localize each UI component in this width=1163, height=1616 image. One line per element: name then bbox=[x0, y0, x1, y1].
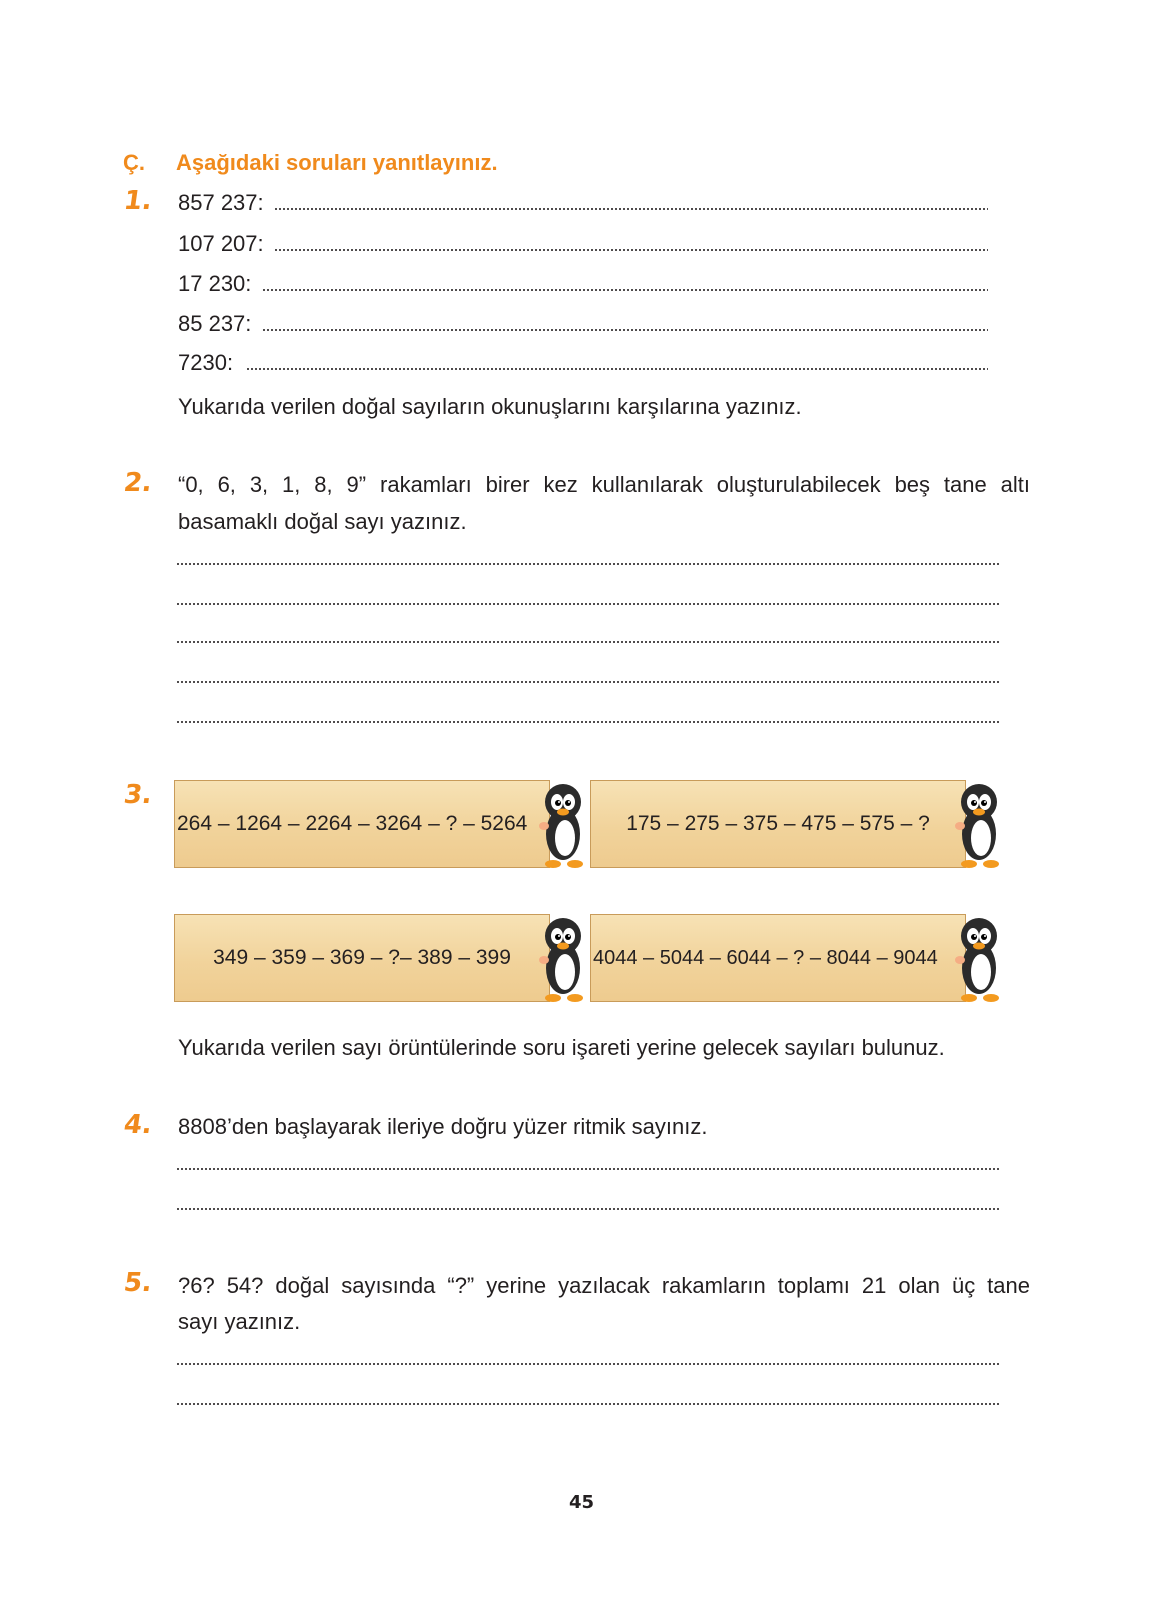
penguin-icon bbox=[537, 912, 589, 1004]
q2-answer-line-2[interactable] bbox=[176, 603, 1001, 605]
q1-answer-line-5[interactable] bbox=[246, 368, 988, 370]
q4-answer-line-1[interactable] bbox=[176, 1168, 1001, 1170]
pattern-banner-3 bbox=[174, 914, 550, 1002]
q4-answer-line-2[interactable] bbox=[176, 1208, 1001, 1210]
pattern-text-4: 4044 – 5044 – 6044 – ? – 8044 – 9044 bbox=[593, 946, 938, 969]
pattern-text-3: 349 – 359 – 369 – ?– 389 – 399 bbox=[213, 946, 511, 969]
q2-answer-line-4[interactable] bbox=[176, 681, 1001, 683]
q1-item-4: 85 237: bbox=[178, 311, 252, 336]
penguin-icon bbox=[953, 778, 1005, 870]
section-title: Aşağıdaki soruları yanıtlayınız. bbox=[176, 150, 498, 175]
q1-item-1: 857 237: bbox=[178, 190, 264, 215]
q1-answer-line-4[interactable] bbox=[262, 329, 988, 331]
q5-answer-line-1[interactable] bbox=[176, 1363, 1001, 1365]
pattern-text-1: 264 – 1264 – 2264 – 3264 – ? – 5264 bbox=[177, 812, 528, 835]
question-4-number: 4. bbox=[121, 1110, 155, 1140]
pattern-banner-1 bbox=[174, 780, 550, 868]
pattern-banner-2 bbox=[590, 780, 966, 868]
q1-item-5: 7230: bbox=[178, 350, 234, 375]
question-2-number: 2. bbox=[121, 468, 155, 498]
q5-answer-line-2[interactable] bbox=[176, 1403, 1001, 1405]
penguin-icon bbox=[953, 912, 1005, 1004]
q2-answer-line-1[interactable] bbox=[176, 563, 1001, 565]
pattern-text-2: 175 – 275 – 375 – 475 – 575 – ? bbox=[626, 812, 930, 835]
q2-answer-line-3[interactable] bbox=[176, 641, 1001, 643]
q5-text-line-1: ?6? 54? doğal sayısında “?” yerine yazılacak rakamların toplamı 21 olan üç tane bbox=[178, 1273, 1030, 1298]
section-letter: Ç. bbox=[123, 150, 145, 175]
q1-instruction: Yukarıda verilen doğal sayıların okunuşlarını karşılarına yazınız. bbox=[178, 394, 802, 419]
q5-text-line-2: sayı yazınız. bbox=[178, 1309, 301, 1334]
penguin-icon bbox=[537, 778, 589, 870]
question-1-number: 1. bbox=[121, 186, 155, 216]
q3-instruction: Yukarıda verilen sayı örüntülerinde soru işareti yerine gelecek sayıları bulunuz. bbox=[178, 1035, 945, 1060]
q1-item-2: 107 207: bbox=[178, 231, 264, 256]
question-3-number: 3. bbox=[121, 780, 155, 810]
pattern-banner-4 bbox=[590, 914, 966, 1002]
q1-answer-line-2[interactable] bbox=[274, 249, 988, 251]
q1-answer-line-1[interactable] bbox=[274, 208, 988, 210]
page-number: 45 bbox=[568, 1492, 595, 1513]
q4-text: 8808’den başlayarak ileriye doğru yüzer ritmik sayınız. bbox=[178, 1114, 708, 1139]
q2-text-line-1: “0, 6, 3, 1, 8, 9” rakamları birer kez kullanılarak oluşturulabilecek beş tane altı bbox=[178, 472, 1030, 497]
q2-text-line-2: basamaklı doğal sayı yazınız. bbox=[178, 509, 467, 534]
q1-item-3: 17 230: bbox=[178, 271, 252, 296]
q2-answer-line-5[interactable] bbox=[176, 721, 1001, 723]
q1-answer-line-3[interactable] bbox=[262, 289, 988, 291]
question-5-number: 5. bbox=[121, 1268, 155, 1298]
